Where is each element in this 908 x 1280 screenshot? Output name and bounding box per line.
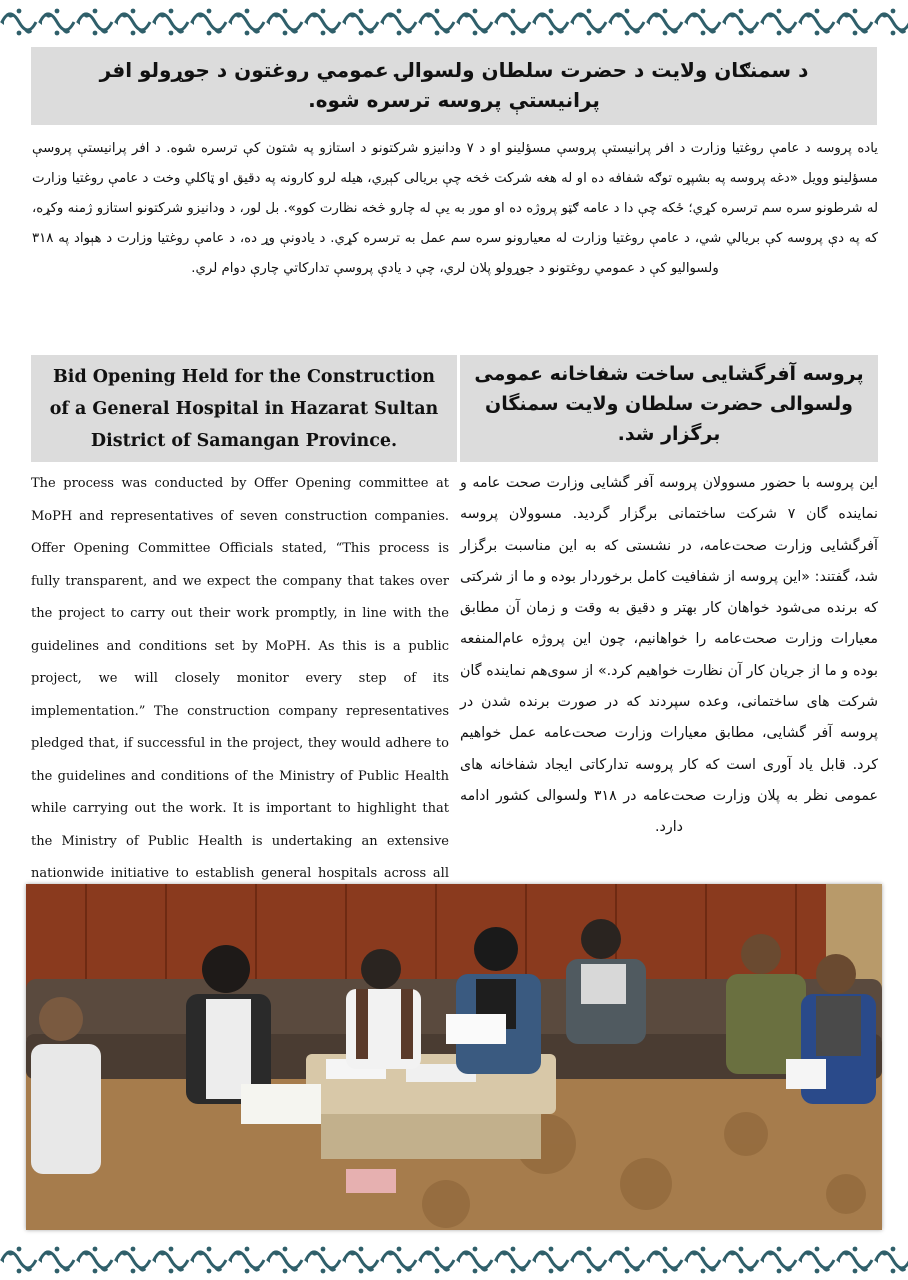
english-title-box	[31, 355, 457, 462]
bottom-ornament-border	[0, 1240, 908, 1280]
dari-title: پروسه آفرگشایی ساخت شفاخانه عمومی ولسوالی حضرت سلطان ولایت سمنگان برگزار شد.	[474, 363, 864, 445]
meeting-photo-icon	[26, 884, 882, 1230]
meeting-photo	[26, 884, 882, 1230]
pashto-title-box	[31, 47, 877, 125]
pashto-article-body: یاده پروسه د عامې روغتیا وزارت د افر پرانیستې پروسې مسؤلینو او د ۷ ودانیزو شرکتونو د استازو په شتون کې ترسره شوه. د افر پرانیستې پروسې مسؤلینو وویل «دغه پروسه په بشپړه توګه شفافه ده او له هغه شرکت څخه چې بریالی کېږي، هیله لرو کارونه په دقیق او ټاکلي وخت د عامې روغتیا وزارت له شرطونو سره سم ترسره کړي؛ ځکه چې دا د عامه ګټو پروژه ده او موږ به یې له چارو څخه نظارت کوو». بل لور، د ودانیزو شرکتونو استازو ژمنه وکړه، که په دې پروسه کې بریالي شي، د عامې روغتیا وزارت له معیارونو سره سم عمل به ترسره کړي. د یادونې وړ ده، د عامې روغتیا وزارت د هېواد په ۳۱۸ ولسوالیو کې د عمومي روغتونو د جوړولو پلان لري، چې د یادې پروسې تدارکاتي چارې دوام لري.	[32, 141, 878, 276]
english-article-body: The process was conducted by Offer Opening committee at MoPH and representatives of seven construction companies. Offer Opening Committee Officials stated, “This process is fully transparent, and we expect the company that takes over the project to carry out their work promptly, in line with the guidelines and conditions set by MoPH. As this is a public project, we will closely monitor every step of its implementation.” The construction company representatives pledged that, if successful in the project, they would adhere to the guidelines and conditions of the Ministry of Public Health while carrying out the work. It is important to highlight that the Ministry of Public Health is undertaking an extensive nationwide initiative to establish general hospitals across all	[31, 476, 449, 881]
pashto-title: د سمنګان ولایت د حضرت سلطان ولسوالۍ عمومي روغتون د جوړولو افر پرانیستې پروسه ترسره شوه.	[99, 58, 809, 112]
dari-title-box	[460, 355, 878, 462]
dari-article-body: این پروسه با حضور مسوولان پروسه آفر گشایی وزارت صحت عامه و نماینده گان ۷ شرکت ساختمانی برگزار گردید. مسوولان پروسه آفرگشایی وزارت صحت‌عامه، در نشستی که به این مناسبت برگزار شد، گفتند: «این پروسه از شفافیت کامل برخوردار بوده و ما از شرکتی که برنده می‌شود خواهان کار بهتر و دقیق به وقت و زمان آن مطابق معیارات وزارت صحت‌عامه را خواهانیم، چون این پروژه عام‌المنفعه بوده و ما از جریان کار آن نظارت خواهیم کرد.» از سوی‌هم نماینده گان شرکت های ساختمانی، وعده سپردند که در صورت برنده شدن در پروسه آفر گشایی، مطابق معیارات وزارت صحت‌عامه عمل خواهیم کرد. قابل یاد آوری است که کار پروسه تدارکاتی ایجاد شفاخانه های عمومی نظر به پلان وزارت صحت‌عامه در ۳۱۸ ولسوالی کشور ادامه دارد.	[460, 475, 878, 836]
english-title: Bid Opening Held for the Construction of a General Hospital in Hazarat Sultan District of Samangan Province.	[49, 367, 439, 451]
top-ornament-border	[0, 2, 908, 42]
